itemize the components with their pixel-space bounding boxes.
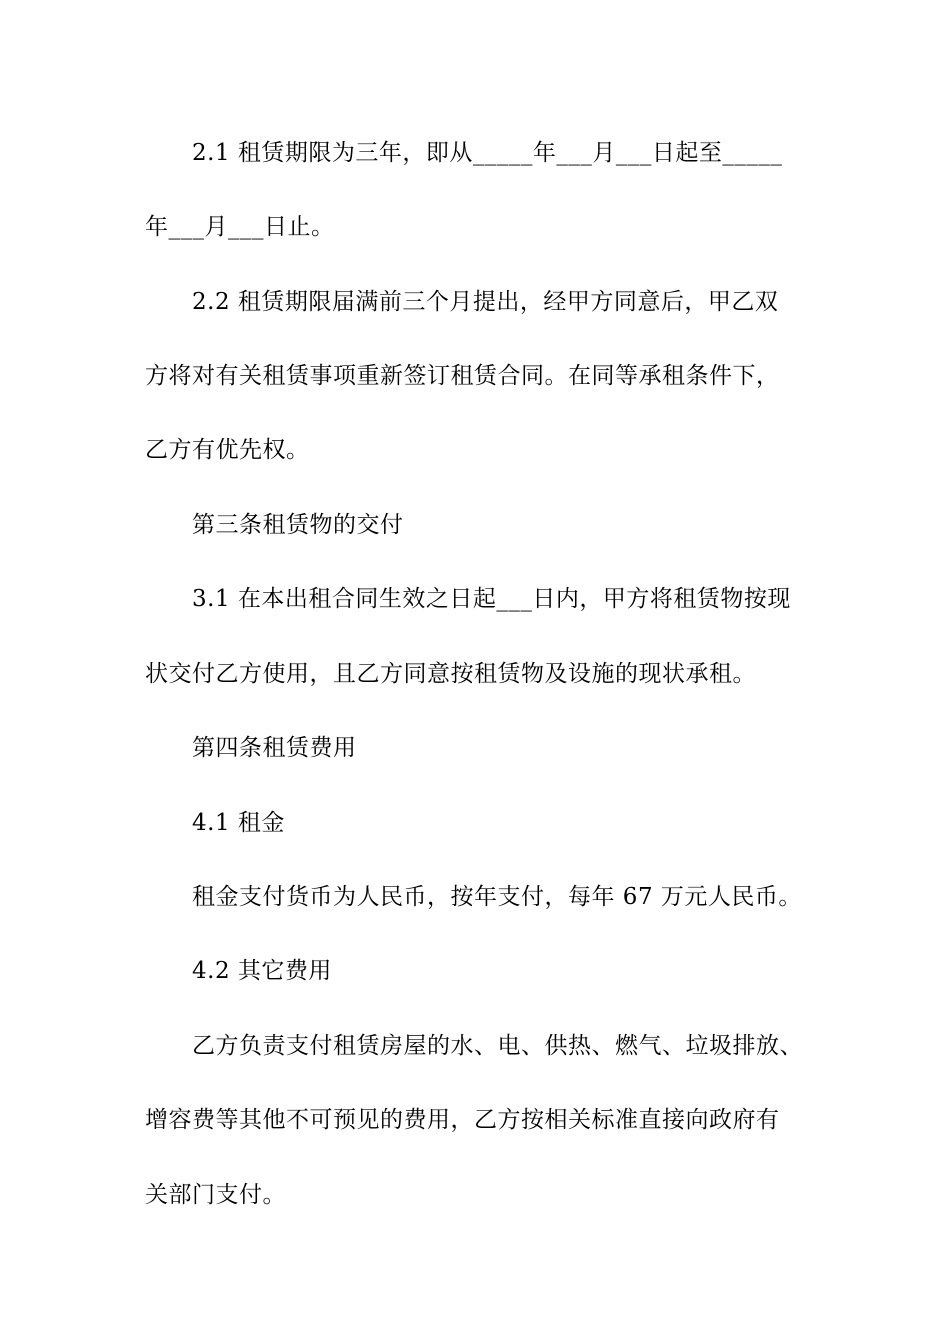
- clause-4-2-line-3: 关部门支付。: [145, 1182, 286, 1208]
- article-4-heading: 第四条租赁费用: [192, 735, 357, 761]
- clause-3-1-line-2: 状交付乙方使用，且乙方同意按租赁物及设施的现状承租。: [145, 661, 756, 687]
- clause-2-1-line-2: 年___月___日止。: [145, 214, 335, 240]
- clause-4-1-text: 租金支付货币为人民币，按年支付，每年 67 万元人民币。: [192, 884, 802, 910]
- clause-4-1-heading: 4.1 租金: [192, 810, 285, 836]
- clause-4-2-heading: 4.2 其它费用: [192, 958, 332, 984]
- clause-2-2-line-2: 方将对有关租赁事项重新签订租赁合同。在同等承租条件下，: [145, 363, 780, 389]
- clause-2-1-line-1: 2.1 租赁期限为三年，即从_____年___月___日起至_____: [192, 140, 783, 166]
- clause-4-2-line-2: 增容费等其他不可预见的费用，乙方按相关标准直接向政府有: [145, 1107, 780, 1133]
- clause-4-2-line-1: 乙方负责支付租赁房屋的水、电、供热、燃气、垃圾排放、: [192, 1033, 803, 1059]
- clause-2-2-line-1: 2.2 租赁期限届满前三个月提出，经甲方同意后，甲乙双: [192, 289, 779, 315]
- clause-3-1-line-1: 3.1 在本出租合同生效之日起___日内，甲方将租赁物按现: [192, 586, 791, 612]
- clause-2-2-line-3: 乙方有优先权。: [145, 437, 310, 463]
- article-3-heading: 第三条租赁物的交付: [192, 512, 404, 538]
